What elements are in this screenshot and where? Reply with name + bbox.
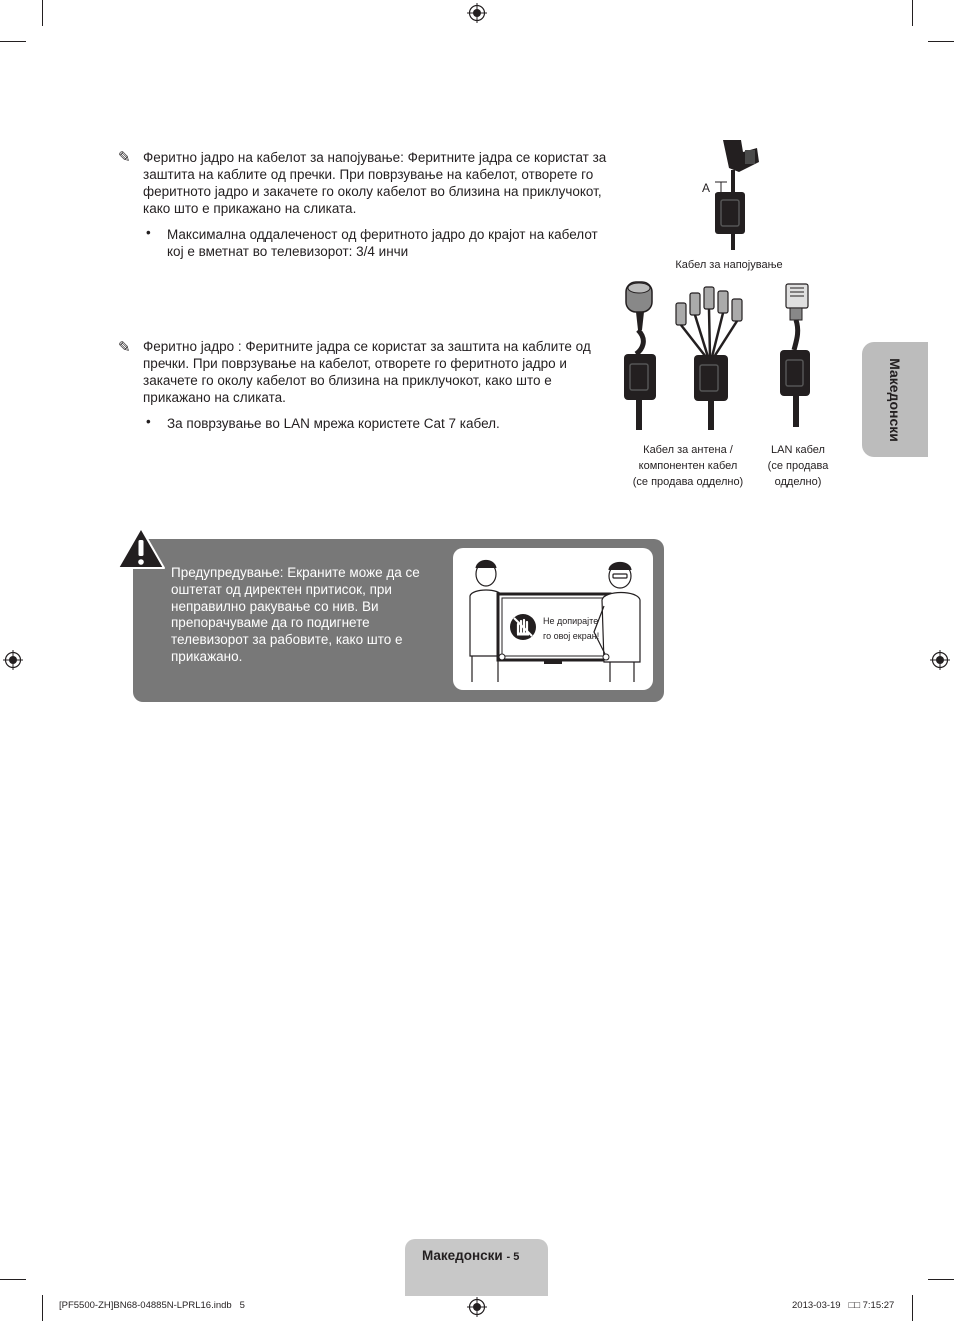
caption-line: компонентен кабел bbox=[638, 460, 738, 472]
registration-mark-icon bbox=[467, 1297, 487, 1317]
crop-mark bbox=[928, 1279, 954, 1280]
component-cable-illustration bbox=[672, 285, 752, 430]
power-cable-note: Феритно јадро на кабелот за напојување: Феритните јадра се користат за заштита на каблите од пречки. При поврзување на кабелот, отворете го феритното јадро и закачете го околу кабелот во близина на приклучокот, како што е прикажано на сликата. bbox=[143, 150, 607, 216]
sign-line: го овој екран! bbox=[543, 631, 600, 641]
lan-cable-caption bbox=[758, 442, 838, 490]
crop-mark bbox=[42, 0, 43, 26]
bullet-dot: • bbox=[146, 414, 151, 429]
no-touch-hand-icon bbox=[508, 612, 538, 642]
crop-mark bbox=[0, 1279, 26, 1280]
note-pencil-icon: ✎ bbox=[118, 148, 131, 166]
page-number: - 5 bbox=[506, 1251, 520, 1263]
language-side-tab-label: Македонски bbox=[887, 357, 903, 442]
footer-datetime: 2013-03-19 □□ 7:15:27 bbox=[792, 1300, 895, 1311]
antenna-cable-illustration bbox=[618, 280, 668, 430]
crop-mark bbox=[912, 0, 913, 26]
footer-language-label bbox=[422, 1248, 519, 1263]
footer-page-tab bbox=[405, 1239, 548, 1296]
footer-language: Македонски bbox=[422, 1248, 503, 1263]
caption-line: одделно) bbox=[774, 476, 822, 488]
bullet-dot: • bbox=[146, 225, 151, 240]
sign-line: Не допирајте bbox=[543, 616, 599, 626]
note-pencil-icon: ✎ bbox=[118, 338, 131, 356]
language-side-tab bbox=[862, 342, 928, 457]
footer-file-name: [PF5500-ZH]BN68-04885N-LPRL16.indb 5 bbox=[59, 1300, 245, 1311]
caption-line: (се продава bbox=[767, 460, 829, 472]
no-touch-sign-text bbox=[543, 614, 599, 644]
caption-line: LAN кабел bbox=[771, 444, 825, 456]
warning-text: Предупредување: Екраните може да се оштетат од директен притисок, при неправилно ракување со нив. Ви препорачуваме да го подигнете телевизорот за рабовите, како што е прикажано. bbox=[171, 565, 420, 664]
crop-mark bbox=[912, 1295, 913, 1321]
power-cable-caption: Кабел за напојување bbox=[675, 259, 783, 271]
lan-cable-illustration bbox=[772, 282, 822, 427]
registration-mark-icon bbox=[467, 3, 487, 23]
distance-marker bbox=[713, 181, 729, 195]
crop-mark bbox=[0, 41, 26, 42]
caption-line: Кабел за антена / bbox=[643, 444, 733, 456]
crop-mark bbox=[42, 1295, 43, 1321]
figure-label-a: A bbox=[702, 181, 711, 195]
warning-triangle-icon bbox=[116, 526, 166, 570]
lan-cable-bullet: За поврзување во LAN мрежа користете Cat 7 кабел. bbox=[167, 416, 500, 431]
ferrite-core-note: Феритно јадро : Феритните јадра се користат за заштита на каблите од пречки. При поврзување на кабелот, отворете го феритното јадро и закачете го околу кабелот во близина на приклучокот, како што е прикажано на сликата. bbox=[143, 339, 591, 405]
power-cable-bullet: Максимална оддалеченост од феритното јадро до крајот на кабелот кој е вметнат во телевизорот: 3/4 инчи bbox=[167, 227, 598, 259]
crop-mark bbox=[928, 41, 954, 42]
antenna-cable-caption bbox=[628, 442, 748, 490]
registration-mark-icon bbox=[930, 650, 950, 670]
registration-mark-icon bbox=[3, 650, 23, 670]
caption-line: (се продава одделно) bbox=[632, 476, 744, 488]
